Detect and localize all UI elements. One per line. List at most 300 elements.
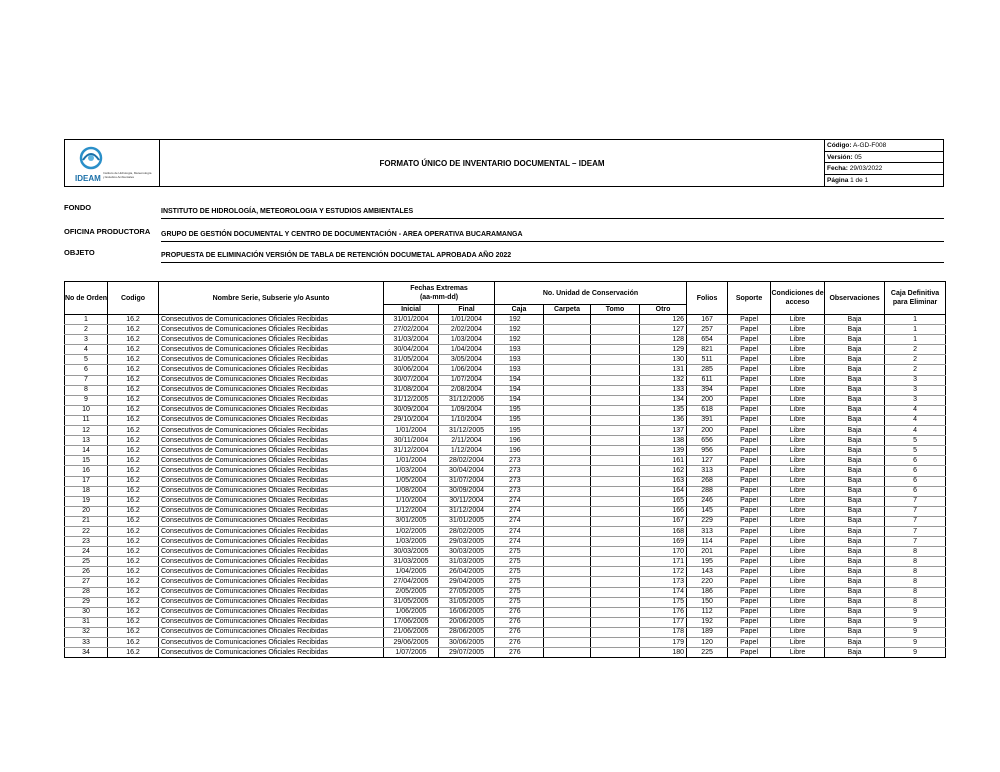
- cell-observaciones: Baja: [825, 315, 885, 325]
- cell-inicial: 30/03/2005: [384, 547, 439, 557]
- col-unidad: No. Unidad de Conservación: [495, 282, 687, 305]
- cell-folios: 288: [687, 486, 728, 496]
- cell-inicial: 31/12/2005: [384, 395, 439, 405]
- cell-inicial: 31/05/2004: [384, 355, 439, 365]
- cell-otro: 132: [640, 375, 687, 385]
- cell-nombre: Consecutivos de Comunicaciones Oficiales Recibidas: [159, 607, 384, 617]
- cell-inicial: 30/07/2004: [384, 375, 439, 385]
- cell-otro: 174: [640, 587, 687, 597]
- cell-otro: 173: [640, 577, 687, 587]
- cell-observaciones: Baja: [825, 325, 885, 335]
- cell-final: 31/05/2005: [439, 597, 495, 607]
- cell-orden: 3: [65, 335, 108, 345]
- cell-codigo: 16.2: [108, 415, 159, 425]
- cell-otro: 136: [640, 415, 687, 425]
- cell-soporte: Papel: [728, 476, 771, 486]
- cell-final: 30/03/2005: [439, 547, 495, 557]
- cell-codigo: 16.2: [108, 577, 159, 587]
- cell-caja-def: 8: [885, 587, 946, 597]
- cell-codigo: 16.2: [108, 597, 159, 607]
- cell-inicial: 31/01/2004: [384, 315, 439, 325]
- cell-condiciones: Libre: [771, 385, 825, 395]
- cell-codigo: 16.2: [108, 607, 159, 617]
- cell-folios: 313: [687, 526, 728, 536]
- cell-condiciones: Libre: [771, 335, 825, 345]
- cell-folios: 186: [687, 587, 728, 597]
- cell-observaciones: Baja: [825, 415, 885, 425]
- cell-soporte: Papel: [728, 627, 771, 637]
- cell-inicial: 1/10/2004: [384, 496, 439, 506]
- cell-inicial: 31/08/2004: [384, 385, 439, 395]
- cell-final: 3/05/2004: [439, 355, 495, 365]
- cell-codigo: 16.2: [108, 516, 159, 526]
- cell-condiciones: Libre: [771, 627, 825, 637]
- cell-final: 1/07/2004: [439, 375, 495, 385]
- cell-caja-def: 9: [885, 638, 946, 648]
- cell-caja-def: 5: [885, 436, 946, 446]
- table-row: [65, 617, 946, 627]
- cell-soporte: Papel: [728, 355, 771, 365]
- cell-final: 31/12/2006: [439, 395, 495, 405]
- cell-caja-def: 5: [885, 446, 946, 456]
- cell-soporte: Papel: [728, 315, 771, 325]
- cell-carpeta: [544, 486, 591, 496]
- cell-carpeta: [544, 375, 591, 385]
- cell-tomo: [591, 526, 640, 536]
- cell-final: 29/04/2005: [439, 577, 495, 587]
- cell-tomo: [591, 456, 640, 466]
- cell-inicial: 31/03/2004: [384, 335, 439, 345]
- table-row: [65, 587, 946, 597]
- cell-codigo: 16.2: [108, 426, 159, 436]
- table-row: [65, 577, 946, 587]
- cell-otro: 137: [640, 426, 687, 436]
- cell-caja-def: 9: [885, 627, 946, 637]
- cell-otro: 175: [640, 597, 687, 607]
- col-final: Final: [439, 305, 495, 315]
- cell-folios: 285: [687, 365, 728, 375]
- cell-caja: 274: [495, 516, 544, 526]
- cell-nombre: Consecutivos de Comunicaciones Oficiales Recibidas: [159, 648, 384, 658]
- cell-nombre: Consecutivos de Comunicaciones Oficiales Recibidas: [159, 557, 384, 567]
- cell-otro: 164: [640, 486, 687, 496]
- cell-observaciones: Baja: [825, 476, 885, 486]
- cell-carpeta: [544, 365, 591, 375]
- cell-condiciones: Libre: [771, 476, 825, 486]
- cell-folios: 618: [687, 405, 728, 415]
- cell-caja: 192: [495, 335, 544, 345]
- cell-nombre: Consecutivos de Comunicaciones Oficiales Recibidas: [159, 496, 384, 506]
- cell-folios: 150: [687, 597, 728, 607]
- cell-observaciones: Baja: [825, 335, 885, 345]
- cell-codigo: 16.2: [108, 638, 159, 648]
- cell-caja: 196: [495, 446, 544, 456]
- cell-orden: 33: [65, 638, 108, 648]
- cell-orden: 27: [65, 577, 108, 587]
- table-row: [65, 476, 946, 486]
- cell-final: 30/09/2004: [439, 486, 495, 496]
- cell-codigo: 16.2: [108, 405, 159, 415]
- table-row: [65, 446, 946, 456]
- cell-observaciones: Baja: [825, 627, 885, 637]
- cell-carpeta: [544, 516, 591, 526]
- table-row: [65, 597, 946, 607]
- cell-inicial: 2/05/2005: [384, 587, 439, 597]
- cell-observaciones: Baja: [825, 607, 885, 617]
- oficina-value: GRUPO DE GESTIÓN DOCUMENTAL Y CENTRO DE DOCUMENTACIÓN - AREA OPERATIVA BUCARAMANGA: [161, 231, 944, 242]
- cell-observaciones: Baja: [825, 496, 885, 506]
- cell-nombre: Consecutivos de Comunicaciones Oficiales Recibidas: [159, 476, 384, 486]
- cell-codigo: 16.2: [108, 325, 159, 335]
- cell-codigo: 16.2: [108, 446, 159, 456]
- col-caja-def: Caja Definitiva para Eliminar: [885, 282, 946, 315]
- cell-orden: 34: [65, 648, 108, 658]
- form-metadata: [824, 140, 943, 186]
- cell-caja: 194: [495, 395, 544, 405]
- col-fechas: Fechas Extremas (aa-mm-dd): [384, 282, 495, 305]
- col-orden: No de Orden: [65, 282, 108, 315]
- cell-condiciones: Libre: [771, 466, 825, 476]
- table-row: [65, 426, 946, 436]
- cell-tomo: [591, 506, 640, 516]
- cell-carpeta: [544, 415, 591, 425]
- col-inicial: Inicial: [384, 305, 439, 315]
- fondo-value: INSTITUTO DE HIDROLOGÍA, METEOROLOGIA Y ESTUDIOS AMBIENTALES: [161, 208, 944, 219]
- cell-tomo: [591, 617, 640, 627]
- cell-final: 26/04/2005: [439, 567, 495, 577]
- fondo-label: FONDO: [64, 203, 92, 212]
- cell-carpeta: [544, 395, 591, 405]
- objeto-value: PROPUESTA DE ELIMINACIÓN VERSIÓN DE TABLA DE RETENCIÓN DOCUMETAL APROBADA AÑO 2022: [161, 252, 944, 263]
- cell-nombre: Consecutivos de Comunicaciones Oficiales Recibidas: [159, 446, 384, 456]
- cell-caja: 192: [495, 325, 544, 335]
- cell-inicial: 21/06/2005: [384, 627, 439, 637]
- cell-codigo: 16.2: [108, 496, 159, 506]
- cell-otro: 177: [640, 617, 687, 627]
- cell-otro: 166: [640, 506, 687, 516]
- cell-carpeta: [544, 385, 591, 395]
- cell-otro: 129: [640, 345, 687, 355]
- cell-caja-def: 6: [885, 486, 946, 496]
- cell-otro: 131: [640, 365, 687, 375]
- cell-soporte: Papel: [728, 456, 771, 466]
- cell-soporte: Papel: [728, 466, 771, 476]
- cell-soporte: Papel: [728, 506, 771, 516]
- cell-condiciones: Libre: [771, 446, 825, 456]
- cell-soporte: Papel: [728, 446, 771, 456]
- cell-caja-def: 1: [885, 315, 946, 325]
- oficina-label: OFICINA PRODUCTORA: [64, 227, 151, 236]
- cell-orden: 21: [65, 516, 108, 526]
- cell-orden: 31: [65, 617, 108, 627]
- table-row: [65, 537, 946, 547]
- fecha-row: Fecha: 29/03/2022: [825, 163, 943, 175]
- cell-orden: 12: [65, 426, 108, 436]
- cell-condiciones: Libre: [771, 365, 825, 375]
- cell-tomo: [591, 557, 640, 567]
- cell-caja: 194: [495, 385, 544, 395]
- cell-caja-def: 6: [885, 476, 946, 486]
- cell-final: 30/06/2005: [439, 638, 495, 648]
- cell-soporte: Papel: [728, 526, 771, 536]
- cell-observaciones: Baja: [825, 567, 885, 577]
- cell-caja-def: 7: [885, 526, 946, 536]
- table-row: [65, 385, 946, 395]
- cell-otro: 138: [640, 436, 687, 446]
- table-row: [65, 405, 946, 415]
- cell-otro: 130: [640, 355, 687, 365]
- cell-otro: 169: [640, 537, 687, 547]
- table-row: [65, 496, 946, 506]
- cell-folios: 143: [687, 567, 728, 577]
- table-row: [65, 516, 946, 526]
- cell-inicial: 27/04/2005: [384, 577, 439, 587]
- cell-final: 27/05/2005: [439, 587, 495, 597]
- cell-caja-def: 7: [885, 496, 946, 506]
- cell-observaciones: Baja: [825, 385, 885, 395]
- cell-tomo: [591, 648, 640, 658]
- cell-inicial: 31/03/2005: [384, 557, 439, 567]
- cell-observaciones: Baja: [825, 557, 885, 567]
- cell-caja-def: 1: [885, 335, 946, 345]
- cell-caja-def: 7: [885, 516, 946, 526]
- cell-caja: 275: [495, 587, 544, 597]
- cell-caja-def: 9: [885, 607, 946, 617]
- table-row: [65, 506, 946, 516]
- cell-inicial: 17/06/2005: [384, 617, 439, 627]
- cell-codigo: 16.2: [108, 537, 159, 547]
- cell-condiciones: Libre: [771, 587, 825, 597]
- cell-nombre: Consecutivos de Comunicaciones Oficiales Recibidas: [159, 426, 384, 436]
- cell-folios: 220: [687, 577, 728, 587]
- cell-final: 2/11/2004: [439, 436, 495, 446]
- table-row: [65, 648, 946, 658]
- cell-inicial: 27/02/2004: [384, 325, 439, 335]
- table-row: [65, 415, 946, 425]
- cell-carpeta: [544, 355, 591, 365]
- cell-tomo: [591, 345, 640, 355]
- cell-carpeta: [544, 638, 591, 648]
- cell-orden: 23: [65, 537, 108, 547]
- cell-inicial: 1/07/2005: [384, 648, 439, 658]
- cell-caja: 196: [495, 436, 544, 446]
- col-caja: Caja: [495, 305, 544, 315]
- table-row: [65, 375, 946, 385]
- table-row: [65, 345, 946, 355]
- cell-caja: 195: [495, 415, 544, 425]
- cell-tomo: [591, 446, 640, 456]
- cell-condiciones: Libre: [771, 547, 825, 557]
- cell-codigo: 16.2: [108, 617, 159, 627]
- cell-final: 1/03/2004: [439, 335, 495, 345]
- cell-tomo: [591, 325, 640, 335]
- cell-nombre: Consecutivos de Comunicaciones Oficiales Recibidas: [159, 365, 384, 375]
- cell-codigo: 16.2: [108, 547, 159, 557]
- cell-caja: 273: [495, 466, 544, 476]
- cell-otro: 167: [640, 516, 687, 526]
- cell-observaciones: Baja: [825, 597, 885, 607]
- cell-nombre: Consecutivos de Comunicaciones Oficiales Recibidas: [159, 486, 384, 496]
- cell-observaciones: Baja: [825, 405, 885, 415]
- cell-caja: 274: [495, 506, 544, 516]
- cell-orden: 28: [65, 587, 108, 597]
- cell-carpeta: [544, 617, 591, 627]
- cell-folios: 654: [687, 335, 728, 345]
- cell-observaciones: Baja: [825, 375, 885, 385]
- cell-condiciones: Libre: [771, 486, 825, 496]
- cell-orden: 9: [65, 395, 108, 405]
- cell-caja: 275: [495, 547, 544, 557]
- cell-folios: 200: [687, 395, 728, 405]
- cell-folios: 511: [687, 355, 728, 365]
- cell-tomo: [591, 375, 640, 385]
- cell-condiciones: Libre: [771, 456, 825, 466]
- cell-caja: 275: [495, 577, 544, 587]
- cell-tomo: [591, 627, 640, 637]
- cell-nombre: Consecutivos de Comunicaciones Oficiales Recibidas: [159, 315, 384, 325]
- cell-observaciones: Baja: [825, 395, 885, 405]
- cell-inicial: 1/08/2004: [384, 486, 439, 496]
- cell-inicial: 1/01/2004: [384, 426, 439, 436]
- cell-condiciones: Libre: [771, 315, 825, 325]
- cell-carpeta: [544, 506, 591, 516]
- version-row: Versión: 05: [825, 152, 943, 164]
- cell-condiciones: Libre: [771, 526, 825, 536]
- cell-nombre: Consecutivos de Comunicaciones Oficiales Recibidas: [159, 355, 384, 365]
- cell-caja-def: 2: [885, 365, 946, 375]
- cell-nombre: Consecutivos de Comunicaciones Oficiales Recibidas: [159, 395, 384, 405]
- cell-folios: 229: [687, 516, 728, 526]
- cell-codigo: 16.2: [108, 395, 159, 405]
- objeto-label: OBJETO: [64, 248, 95, 257]
- cell-final: 31/07/2004: [439, 476, 495, 486]
- cell-caja: 195: [495, 405, 544, 415]
- cell-carpeta: [544, 426, 591, 436]
- cell-carpeta: [544, 456, 591, 466]
- cell-inicial: 1/06/2005: [384, 607, 439, 617]
- cell-caja-def: 4: [885, 405, 946, 415]
- cell-observaciones: Baja: [825, 638, 885, 648]
- cell-codigo: 16.2: [108, 436, 159, 446]
- cell-nombre: Consecutivos de Comunicaciones Oficiales Recibidas: [159, 345, 384, 355]
- cell-tomo: [591, 426, 640, 436]
- cell-carpeta: [544, 627, 591, 637]
- cell-condiciones: Libre: [771, 436, 825, 446]
- cell-soporte: Papel: [728, 577, 771, 587]
- cell-orden: 10: [65, 405, 108, 415]
- cell-caja-def: 7: [885, 537, 946, 547]
- cell-observaciones: Baja: [825, 648, 885, 658]
- cell-caja: 193: [495, 365, 544, 375]
- cell-final: 1/04/2004: [439, 345, 495, 355]
- cell-carpeta: [544, 436, 591, 446]
- cell-final: 29/07/2005: [439, 648, 495, 658]
- table-row: [65, 355, 946, 365]
- cell-soporte: Papel: [728, 375, 771, 385]
- cell-caja-def: 3: [885, 375, 946, 385]
- cell-nombre: Consecutivos de Comunicaciones Oficiales Recibidas: [159, 577, 384, 587]
- cell-final: 31/03/2005: [439, 557, 495, 567]
- cell-condiciones: Libre: [771, 345, 825, 355]
- cell-caja-def: 2: [885, 345, 946, 355]
- cell-nombre: Consecutivos de Comunicaciones Oficiales Recibidas: [159, 617, 384, 627]
- cell-folios: 201: [687, 547, 728, 557]
- cell-caja-def: 9: [885, 648, 946, 658]
- cell-tomo: [591, 436, 640, 446]
- table-row: [65, 466, 946, 476]
- pagina-row: Página 1 de 1: [827, 176, 869, 184]
- cell-caja: 273: [495, 486, 544, 496]
- cell-soporte: Papel: [728, 486, 771, 496]
- ideam-logo: [65, 140, 160, 186]
- document-header: [64, 139, 944, 187]
- cell-observaciones: Baja: [825, 486, 885, 496]
- cell-caja: 194: [495, 375, 544, 385]
- cell-codigo: 16.2: [108, 648, 159, 658]
- cell-condiciones: Libre: [771, 567, 825, 577]
- cell-soporte: Papel: [728, 436, 771, 446]
- cell-codigo: 16.2: [108, 355, 159, 365]
- cell-codigo: 16.2: [108, 456, 159, 466]
- cell-carpeta: [544, 325, 591, 335]
- form-title: FORMATO ÚNICO DE INVENTARIO DOCUMENTAL – IDEAM: [379, 158, 605, 168]
- cell-carpeta: [544, 315, 591, 325]
- cell-carpeta: [544, 476, 591, 486]
- col-soporte: Soporte: [728, 282, 771, 315]
- col-nombre: Nombre Serie, Subserie y/o Asunto: [159, 282, 384, 315]
- cell-caja: 273: [495, 476, 544, 486]
- cell-caja-def: 8: [885, 597, 946, 607]
- cell-inicial: 29/06/2005: [384, 638, 439, 648]
- cell-soporte: Papel: [728, 335, 771, 345]
- cell-orden: 8: [65, 385, 108, 395]
- cell-inicial: 31/05/2005: [384, 597, 439, 607]
- cell-orden: 6: [65, 365, 108, 375]
- cell-soporte: Papel: [728, 607, 771, 617]
- cell-nombre: Consecutivos de Comunicaciones Oficiales Recibidas: [159, 597, 384, 607]
- cell-soporte: Papel: [728, 405, 771, 415]
- cell-folios: 127: [687, 456, 728, 466]
- cell-final: 29/03/2005: [439, 537, 495, 547]
- cell-carpeta: [544, 335, 591, 345]
- inventory-body: [65, 315, 946, 658]
- cell-otro: 168: [640, 526, 687, 536]
- cell-otro: 176: [640, 607, 687, 617]
- cell-nombre: Consecutivos de Comunicaciones Oficiales Recibidas: [159, 436, 384, 446]
- cell-codigo: 16.2: [108, 557, 159, 567]
- cell-final: 2/02/2004: [439, 325, 495, 335]
- cell-folios: 611: [687, 375, 728, 385]
- logo-text: IDEAM: [75, 174, 101, 183]
- cell-caja: 193: [495, 355, 544, 365]
- cell-condiciones: Libre: [771, 607, 825, 617]
- cell-caja: 276: [495, 617, 544, 627]
- cell-observaciones: Baja: [825, 617, 885, 627]
- cell-otro: 170: [640, 547, 687, 557]
- cell-condiciones: Libre: [771, 577, 825, 587]
- cell-folios: 391: [687, 415, 728, 425]
- cell-orden: 18: [65, 486, 108, 496]
- cell-caja-def: 7: [885, 506, 946, 516]
- cell-folios: 200: [687, 426, 728, 436]
- cell-carpeta: [544, 446, 591, 456]
- cell-codigo: 16.2: [108, 486, 159, 496]
- cell-carpeta: [544, 345, 591, 355]
- cell-soporte: Papel: [728, 496, 771, 506]
- table-row: [65, 627, 946, 637]
- cell-caja: 274: [495, 526, 544, 536]
- cell-orden: 17: [65, 476, 108, 486]
